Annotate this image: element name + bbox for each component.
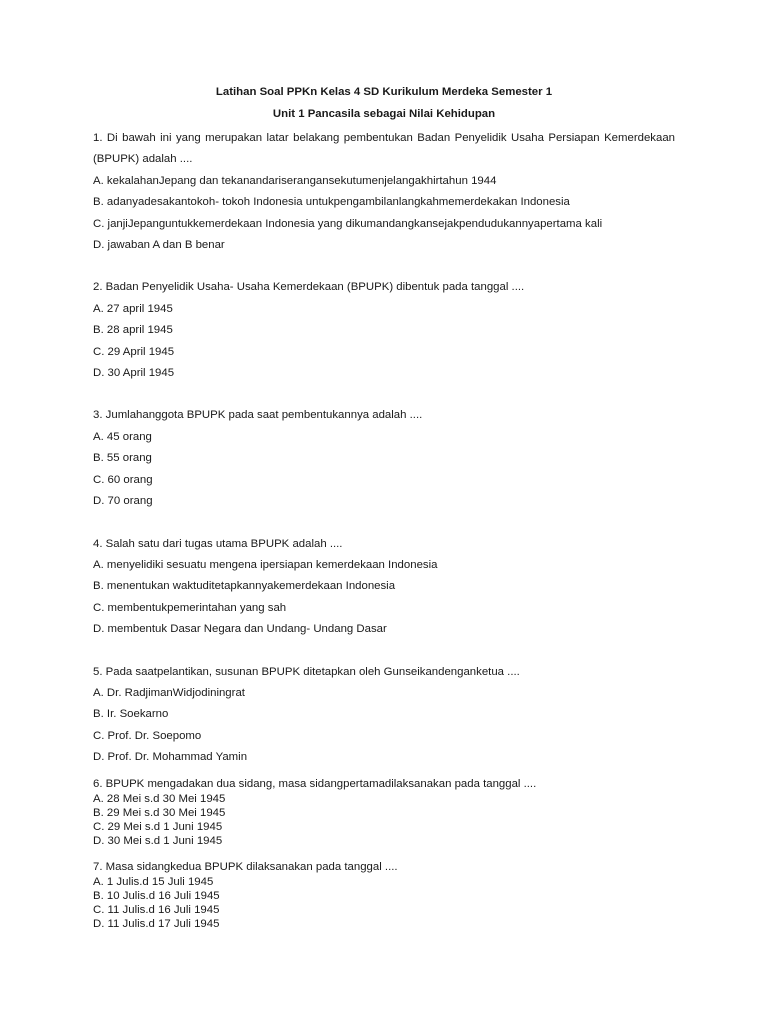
question-1 <box>93 128 675 256</box>
answer-option: C. 11 Julis.d 16 Juli 1945 <box>93 903 220 916</box>
answer-option: A. 1 Julis.d 15 Juli 1945 <box>93 875 214 888</box>
question-stem: 3. Jumlahanggota BPUPK pada saat pembentukannya adalah .... <box>93 409 423 422</box>
document-page <box>93 85 675 931</box>
answer-option: B. menentukan waktuditetapkannyakemerdekaan Indonesia <box>93 580 396 593</box>
question-stem: 4. Salah satu dari tugas utama BPUPK adalah .... <box>93 537 343 550</box>
answer-option: A. 27 april 1945 <box>93 302 173 315</box>
spacer <box>93 848 675 860</box>
answer-option: D. 30 April 1945 <box>93 367 175 380</box>
title-block <box>93 85 675 121</box>
answer-option: C. janjiJepanguntukkemerdekaan Indonesia yang dikumandangkansejakpendudukannyapertama kali <box>93 217 603 230</box>
answer-option: B. 28 april 1945 <box>93 324 173 337</box>
question-stem: 7. Masa sidangkedua BPUPK dilaksanakan pada tanggal .... <box>93 860 398 873</box>
answer-option: C. Prof. Dr. Soepomo <box>93 729 202 742</box>
answer-option: B. 10 Julis.d 16 Juli 1945 <box>93 889 220 902</box>
answer-option: D. 11 Julis.d 17 Juli 1945 <box>93 917 220 930</box>
answer-option: A. kekalahanJepang dan tekanandariserangansekutumenjelangakhirtahun 1944 <box>93 174 497 187</box>
question-stem: 6. BPUPK mengadakan dua sidang, masa sidangpertamadilaksanakan pada tanggal .... <box>93 777 537 790</box>
question-6 <box>93 777 675 848</box>
question-5 <box>93 662 675 769</box>
question-stem: 2. Badan Penyelidik Usaha- Usaha Kemerdekaan (BPUPK) dibentuk pada tanggal .... <box>93 281 525 294</box>
answer-option: C. 29 April 1945 <box>93 345 175 358</box>
question-stem: 5. Pada saatpelantikan, susunan BPUPK ditetapkan oleh Gunseikandenganketua .... <box>93 665 520 678</box>
question-3 <box>93 405 675 512</box>
answer-option: C. 29 Mei s.d 1 Juni 1945 <box>93 820 223 833</box>
answer-option: D. 70 orang <box>93 495 153 508</box>
answer-option: A. 28 Mei s.d 30 Mei 1945 <box>93 792 226 805</box>
document-subtitle: Unit 1 Pancasila sebagai Nilai Kehidupan <box>272 108 496 120</box>
answer-option: A. menyelidiki sesuatu mengena ipersiapan kemerdekaan Indonesia <box>93 558 438 571</box>
answer-option: B. adanyadesakantokoh- tokoh Indonesia untukpengambilanlangkahmemerdekakan Indonesia <box>93 196 570 209</box>
document-title: Latihan Soal PPKn Kelas 4 SD Kurikulum Merdeka Semester 1 <box>215 86 553 98</box>
answer-option: A. Dr. RadjimanWidjodiningrat <box>93 686 245 699</box>
answer-option: C. 60 orang <box>93 473 153 486</box>
question-stem: 1. Di bawah ini yang merupakan latar belakang pembentukan Badan Penyelidik Usaha Persiapan Kemerdekaan (BPUPK) adalah .... <box>93 132 675 166</box>
answer-option: D. jawaban A dan B benar <box>93 239 225 252</box>
question-2 <box>93 277 675 384</box>
question-4 <box>93 534 675 641</box>
question-7 <box>93 860 675 931</box>
answer-option: D. Prof. Dr. Mohammad Yamin <box>93 751 248 764</box>
answer-option: B. Ir. Soekarno <box>93 708 169 721</box>
answer-option: D. 30 Mei s.d 1 Juni 1945 <box>93 834 223 847</box>
answer-option: A. 45 orang <box>93 430 152 443</box>
answer-option: C. membentukpemerintahan yang sah <box>93 601 287 614</box>
answer-option: D. membentuk Dasar Negara dan Undang- Undang Dasar <box>93 623 387 636</box>
answer-option: B. 29 Mei s.d 30 Mei 1945 <box>93 806 226 819</box>
answer-option: B. 55 orang <box>93 452 152 465</box>
